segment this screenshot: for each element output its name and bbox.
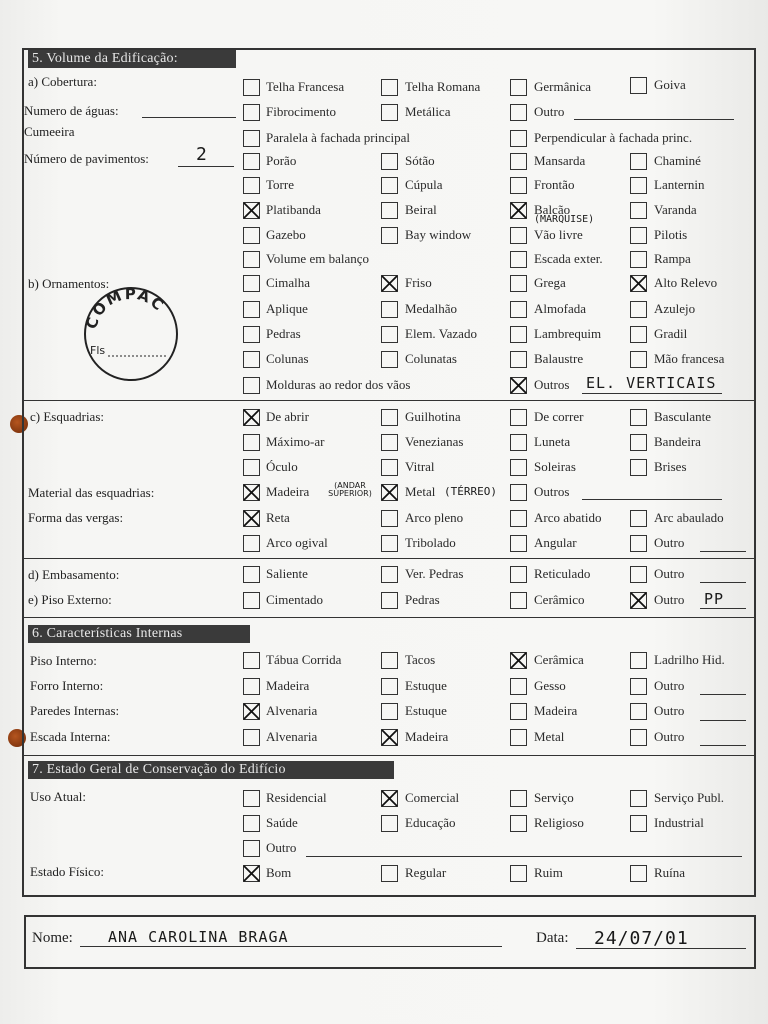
option-label-ruim: Ruim xyxy=(534,865,563,880)
check-mark-icon xyxy=(242,201,261,220)
label-escada-interna: Escada Interna: xyxy=(30,729,111,744)
checkbox-madeira[interactable] xyxy=(510,703,527,720)
checkbox-ruim[interactable] xyxy=(510,865,527,882)
checkbox-outros[interactable] xyxy=(510,484,527,501)
label-forma-vergas: Forma das vergas: xyxy=(28,510,124,525)
handwritten-marquise: (MARQUISE) xyxy=(534,214,595,225)
checkbox-germanica[interactable] xyxy=(510,79,527,96)
check-mark-icon xyxy=(380,728,399,747)
uso-outro-line[interactable] xyxy=(306,856,742,857)
handwritten-terreo: (TÉRREO) xyxy=(444,485,497,498)
check-mark-icon xyxy=(242,483,261,502)
divider-internas xyxy=(22,755,754,756)
option-label-regular: Regular xyxy=(405,865,447,880)
check-mark-icon xyxy=(380,483,399,502)
checkbox-balaustre[interactable] xyxy=(510,351,527,368)
label-data: Data: xyxy=(536,930,569,946)
checkbox-industrial[interactable] xyxy=(630,815,647,832)
option-label-outro: Outro xyxy=(654,678,685,693)
checkbox-lambrequim[interactable] xyxy=(510,326,527,343)
checkbox-ver-pedras[interactable] xyxy=(381,566,398,583)
option-label-outro: Outro xyxy=(654,566,685,581)
checkbox-saliente[interactable] xyxy=(243,566,260,583)
option-label-servico: Serviço xyxy=(534,790,574,805)
option-label-oculo: Óculo xyxy=(266,459,298,474)
checkbox-aplique[interactable] xyxy=(243,301,260,318)
option-label-pilotis: Pilotis xyxy=(654,227,688,242)
section-title-internas: 6. Características Internas xyxy=(28,625,250,643)
checkbox-frontao[interactable] xyxy=(510,177,527,194)
checkbox-comercial[interactable] xyxy=(381,790,398,807)
checkbox-paralela-a-fachada-principal[interactable] xyxy=(243,130,260,147)
checkbox-chamine[interactable] xyxy=(630,153,647,170)
option-label-chamine: Chaminé xyxy=(654,153,701,168)
option-label-metal: Metal xyxy=(534,729,565,744)
escada-outro-line[interactable] xyxy=(700,745,746,746)
option-label-torre: Torre xyxy=(266,177,294,192)
option-label-perpendicular-a-fachada-princ: Perpendicular à fachada princ. xyxy=(534,130,693,145)
piso-externo-outro-line[interactable] xyxy=(700,608,746,609)
checkbox-elem-vazado[interactable] xyxy=(381,326,398,343)
option-label-angular: Angular xyxy=(534,535,577,550)
check-mark-icon xyxy=(242,509,261,528)
divider-esquadrias-embasamento xyxy=(22,558,754,559)
checkbox-luneta[interactable] xyxy=(510,434,527,451)
checkbox-residencial[interactable] xyxy=(243,790,260,807)
option-label-arco-abatido: Arco abatido xyxy=(534,510,602,525)
label-cumeeira: Cumeeira xyxy=(24,124,75,139)
label-ornamentos: b) Ornamentos: xyxy=(28,276,110,291)
section-title-volume: 5. Volume da Edificação: xyxy=(28,50,236,68)
option-label-religioso: Religioso xyxy=(534,815,584,830)
label-piso-interno: Piso Interno: xyxy=(30,653,97,668)
label-cobertura: a) Cobertura: xyxy=(28,74,97,89)
option-label-cimentado: Cimentado xyxy=(266,592,324,607)
option-label-madeira: Madeira xyxy=(266,678,310,693)
label-paredes-internas: Paredes Internas: xyxy=(30,703,120,718)
checkbox-medalhao[interactable] xyxy=(381,301,398,318)
checkbox-cimalha[interactable] xyxy=(243,275,260,292)
checkbox-vao-livre[interactable] xyxy=(510,227,527,244)
divider-piso-externo xyxy=(22,617,754,618)
option-label-sotao: Sótão xyxy=(405,153,435,168)
checkbox-maximo-ar[interactable] xyxy=(243,434,260,451)
option-label-almofada: Almofada xyxy=(534,301,586,316)
checkbox-outro[interactable] xyxy=(510,104,527,121)
checkbox-arco-ogival[interactable] xyxy=(243,535,260,552)
check-mark-icon xyxy=(629,591,648,610)
option-label-cupula: Cúpula xyxy=(405,177,443,192)
option-label-ceramica: Cerâmica xyxy=(534,652,584,667)
nome-field[interactable] xyxy=(80,946,502,947)
checkbox-reticulado[interactable] xyxy=(510,566,527,583)
option-label-escada-exter: Escada exter. xyxy=(534,251,603,266)
checkbox-outro[interactable] xyxy=(630,703,647,720)
check-mark-icon xyxy=(509,201,528,220)
checkbox-gesso[interactable] xyxy=(510,678,527,695)
option-label-varanda: Varanda xyxy=(654,202,697,217)
checkbox-balcao[interactable] xyxy=(510,202,527,219)
option-label-tribolado: Tribolado xyxy=(405,535,456,550)
check-mark-icon xyxy=(242,864,261,883)
option-label-madeira: Madeira xyxy=(405,729,449,744)
checkbox-regular[interactable] xyxy=(381,865,398,882)
option-label-pedras: Pedras xyxy=(405,592,440,607)
compac-stamp xyxy=(82,286,180,382)
option-label-outro: Outro xyxy=(654,729,685,744)
divider-ornaments-esquadrias xyxy=(22,400,754,401)
esquadrias-outros-line[interactable] xyxy=(582,499,722,500)
check-mark-icon xyxy=(509,376,528,395)
option-label-luneta: Luneta xyxy=(534,434,571,449)
checkbox-outro[interactable] xyxy=(630,729,647,746)
option-label-fibrocimento: Fibrocimento xyxy=(266,104,337,119)
option-label-estuque: Estuque xyxy=(405,703,447,718)
checkbox-outro[interactable] xyxy=(630,566,647,583)
option-label-porao: Porão xyxy=(266,153,297,168)
check-mark-icon xyxy=(242,702,261,721)
checkbox-ruina[interactable] xyxy=(630,865,647,882)
option-label-estuque: Estuque xyxy=(405,678,447,693)
checkbox-outro[interactable] xyxy=(630,678,647,695)
checkbox-mao-francesa[interactable] xyxy=(630,351,647,368)
forro-outro-line[interactable] xyxy=(700,694,746,695)
checkbox-azulejo[interactable] xyxy=(630,301,647,318)
option-label-platibanda: Platibanda xyxy=(266,202,321,217)
numero-pavimentos-field[interactable] xyxy=(178,166,234,167)
option-label-bandeira: Bandeira xyxy=(654,434,701,449)
option-label-metal: Metal xyxy=(405,484,436,499)
option-label-germanica: Germânica xyxy=(534,79,592,94)
label-numero-aguas: Numero de águas: xyxy=(24,103,119,118)
checkbox-soleiras[interactable] xyxy=(510,459,527,476)
option-label-rampa: Rampa xyxy=(654,251,691,266)
option-label-maximo-ar: Máximo-ar xyxy=(266,434,325,449)
checkbox-arco-pleno[interactable] xyxy=(381,510,398,527)
option-label-servico-publ: Serviço Publ. xyxy=(654,790,725,805)
option-label-outros: Outros xyxy=(534,377,570,392)
embasamento-outro-line[interactable] xyxy=(700,582,746,583)
checkbox-metal[interactable] xyxy=(381,484,398,501)
label-embasamento: d) Embasamento: xyxy=(28,567,120,582)
checkbox-brises[interactable] xyxy=(630,459,647,476)
checkbox-saude[interactable] xyxy=(243,815,260,832)
check-mark-icon xyxy=(380,274,399,293)
option-label-volume-em-balanco: Volume em balanço xyxy=(266,251,370,266)
option-label-tabua-corrida: Tábua Corrida xyxy=(266,652,342,667)
option-label-basculante: Basculante xyxy=(654,409,712,424)
check-mark-icon xyxy=(380,789,399,808)
option-label-balcao: Balcão xyxy=(534,202,571,217)
checkbox-de-correr[interactable] xyxy=(510,409,527,426)
checkbox-alvenaria[interactable] xyxy=(243,729,260,746)
checkbox-fibrocimento[interactable] xyxy=(243,104,260,121)
checkbox-tribolado[interactable] xyxy=(381,535,398,552)
label-material-esquadrias: Material das esquadrias: xyxy=(28,485,155,500)
option-label-educacao: Educação xyxy=(405,815,456,830)
stamp-text: COMPAC xyxy=(82,286,169,332)
checkbox-cupula[interactable] xyxy=(381,177,398,194)
numero-pavimentos-value: 2 xyxy=(196,144,208,165)
checkbox-pilotis[interactable] xyxy=(630,227,647,244)
checkbox-colunas[interactable] xyxy=(243,351,260,368)
label-forro-interno: Forro Interno: xyxy=(30,678,104,693)
checkbox-estuque[interactable] xyxy=(381,703,398,720)
option-label-ladrilho-hid: Ladrilho Hid. xyxy=(654,652,725,667)
option-label-madeira: Madeira xyxy=(266,484,310,499)
numero-aguas-field[interactable] xyxy=(142,117,236,118)
checkbox-religioso[interactable] xyxy=(510,815,527,832)
checkbox-basculante[interactable] xyxy=(630,409,647,426)
option-label-telha-romana: Telha Romana xyxy=(405,79,481,94)
option-label-aplique: Aplique xyxy=(266,301,308,316)
option-label-goiva: Goiva xyxy=(654,77,686,92)
paredes-outro-line[interactable] xyxy=(700,720,746,721)
option-label-outro: Outro xyxy=(654,703,685,718)
stamp-fls: Fls xyxy=(90,344,106,357)
option-label-saliente: Saliente xyxy=(266,566,308,581)
checkbox-rampa[interactable] xyxy=(630,251,647,268)
checkbox-madeira[interactable] xyxy=(381,729,398,746)
checkbox-platibanda[interactable] xyxy=(243,202,260,219)
option-label-alto-relevo: Alto Relevo xyxy=(654,275,718,290)
checkbox-angular[interactable] xyxy=(510,535,527,552)
option-label-outro: Outro xyxy=(266,840,297,855)
checkbox-arco-abatido[interactable] xyxy=(510,510,527,527)
checkbox-madeira[interactable] xyxy=(243,678,260,695)
option-label-colunatas: Colunatas xyxy=(405,351,457,366)
checkbox-molduras-ao-redor-dos-vaos[interactable] xyxy=(243,377,260,394)
checkbox-alto-relevo[interactable] xyxy=(630,275,647,292)
option-label-vitral: Vitral xyxy=(405,459,435,474)
option-label-mansarda: Mansarda xyxy=(534,153,586,168)
option-label-ceramico: Cerâmico xyxy=(534,592,585,607)
checkbox-alvenaria[interactable] xyxy=(243,703,260,720)
option-label-grega: Grega xyxy=(534,275,566,290)
option-label-outro: Outro xyxy=(654,535,685,550)
option-label-frontao: Frontão xyxy=(534,177,575,192)
checkbox-beiral[interactable] xyxy=(381,202,398,219)
option-label-reticulado: Reticulado xyxy=(534,566,591,581)
option-label-outro: Outro xyxy=(534,104,565,119)
option-label-de-correr: De correr xyxy=(534,409,584,424)
checkbox-outro[interactable] xyxy=(243,840,260,857)
checkbox-friso[interactable] xyxy=(381,275,398,292)
option-label-arco-ogival: Arco ogival xyxy=(266,535,328,550)
checkbox-perpendicular-a-fachada-princ[interactable] xyxy=(510,130,527,147)
label-estado-fisico: Estado Físico: xyxy=(30,864,105,879)
option-label-alvenaria: Alvenaria xyxy=(266,703,318,718)
option-label-beiral: Beiral xyxy=(405,202,437,217)
checkbox-pedras[interactable] xyxy=(381,592,398,609)
option-label-arco-pleno: Arco pleno xyxy=(405,510,464,525)
option-label-saude: Saúde xyxy=(266,815,298,830)
option-label-gazebo: Gazebo xyxy=(266,227,306,242)
checkbox-porao[interactable] xyxy=(243,153,260,170)
ornamentos-outros-line[interactable] xyxy=(582,393,722,394)
checkbox-outros[interactable] xyxy=(510,377,527,394)
label-numero-pavimentos: Número de pavimentos: xyxy=(24,151,149,166)
label-uso-atual: Uso Atual: xyxy=(30,789,86,804)
option-label-residencial: Residencial xyxy=(266,790,327,805)
checkbox-ladrilho-hid[interactable] xyxy=(630,652,647,669)
checkbox-outro[interactable] xyxy=(630,535,647,552)
check-mark-icon xyxy=(509,651,528,670)
checkbox-estuque[interactable] xyxy=(381,678,398,695)
checkbox-colunatas[interactable] xyxy=(381,351,398,368)
label-nome: Nome: xyxy=(32,930,73,946)
checkbox-telha-francesa[interactable] xyxy=(243,79,260,96)
option-label-azulejo: Azulejo xyxy=(654,301,696,316)
option-label-bom: Bom xyxy=(266,865,292,880)
option-label-soleiras: Soleiras xyxy=(534,459,576,474)
checkbox-guilhotina[interactable] xyxy=(381,409,398,426)
option-label-tacos: Tacos xyxy=(405,652,436,667)
checkbox-arc-abaulado[interactable] xyxy=(630,510,647,527)
checkbox-ceramico[interactable] xyxy=(510,592,527,609)
checkbox-sotao[interactable] xyxy=(381,153,398,170)
option-label-ver-pedras: Ver. Pedras xyxy=(405,566,464,581)
checkbox-telha-romana[interactable] xyxy=(381,79,398,96)
checkbox-bom[interactable] xyxy=(243,865,260,882)
svg-text:COMPAC xyxy=(82,286,168,331)
checkbox-educacao[interactable] xyxy=(381,815,398,832)
checkbox-servico[interactable] xyxy=(510,790,527,807)
checkbox-varanda[interactable] xyxy=(630,202,647,219)
handwritten-outros-ornamentos: EL. VERTICAIS xyxy=(586,374,717,392)
option-label-outro: Outro xyxy=(654,592,685,607)
checkbox-outro[interactable] xyxy=(630,592,647,609)
option-label-metalica: Metálica xyxy=(405,104,451,119)
handwritten-piso-externo-outro: PP xyxy=(704,590,725,608)
checkbox-gradil[interactable] xyxy=(630,326,647,343)
checkbox-madeira[interactable] xyxy=(243,484,260,501)
option-label-arc-abaulado: Arc abaulado xyxy=(654,510,724,525)
checkbox-goiva[interactable] xyxy=(630,77,647,94)
option-label-alvenaria: Alvenaria xyxy=(266,729,318,744)
option-label-reta: Reta xyxy=(266,510,290,525)
checkbox-pedras[interactable] xyxy=(243,326,260,343)
label-piso-externo: e) Piso Externo: xyxy=(28,592,112,607)
option-label-medalhao: Medalhão xyxy=(405,301,457,316)
option-label-de-abrir: De abrir xyxy=(266,409,309,424)
option-label-colunas: Colunas xyxy=(266,351,309,366)
option-label-brises: Brises xyxy=(654,459,687,474)
checkbox-de-abrir[interactable] xyxy=(243,409,260,426)
checkbox-grega[interactable] xyxy=(510,275,527,292)
checkbox-lanternin[interactable] xyxy=(630,177,647,194)
checkbox-almofada[interactable] xyxy=(510,301,527,318)
option-label-ruina: Ruína xyxy=(654,865,686,880)
checkbox-torre[interactable] xyxy=(243,177,260,194)
nome-value: ANA CAROLINA BRAGA xyxy=(108,928,289,946)
option-label-madeira: Madeira xyxy=(534,703,578,718)
option-label-molduras-ao-redor-dos-vaos: Molduras ao redor dos vãos xyxy=(266,377,411,392)
option-label-telha-francesa: Telha Francesa xyxy=(266,79,345,94)
option-label-guilhotina: Guilhotina xyxy=(405,409,461,424)
option-label-industrial: Industrial xyxy=(654,815,704,830)
option-label-lambrequim: Lambrequim xyxy=(534,326,602,341)
checkbox-tabua-corrida[interactable] xyxy=(243,652,260,669)
option-label-mao-francesa: Mão francesa xyxy=(654,351,725,366)
checkbox-metal[interactable] xyxy=(510,729,527,746)
vergas-outro-line[interactable] xyxy=(700,551,746,552)
option-label-balaustre: Balaustre xyxy=(534,351,584,366)
option-label-comercial: Comercial xyxy=(405,790,460,805)
cobertura-outro-line[interactable] xyxy=(574,119,734,120)
option-label-lanternin: Lanternin xyxy=(654,177,705,192)
checkbox-volume-em-balanco[interactable] xyxy=(243,251,260,268)
checkbox-reta[interactable] xyxy=(243,510,260,527)
checkbox-oculo[interactable] xyxy=(243,459,260,476)
checkbox-escada-exter[interactable] xyxy=(510,251,527,268)
checkbox-metalica[interactable] xyxy=(381,104,398,121)
option-label-gradil: Gradil xyxy=(654,326,688,341)
option-label-vao-livre: Vão livre xyxy=(534,227,583,242)
label-esquadrias: c) Esquadrias: xyxy=(30,409,105,424)
check-mark-icon xyxy=(629,274,648,293)
check-mark-icon xyxy=(242,408,261,427)
option-label-pedras: Pedras xyxy=(266,326,301,341)
option-label-elem-vazado: Elem. Vazado xyxy=(405,326,477,341)
checkbox-cimentado[interactable] xyxy=(243,592,260,609)
checkbox-vitral[interactable] xyxy=(381,459,398,476)
option-label-paralela-a-fachada-principal: Paralela à fachada principal xyxy=(266,130,410,145)
checkbox-servico-publ[interactable] xyxy=(630,790,647,807)
checkbox-venezianas[interactable] xyxy=(381,434,398,451)
checkbox-mansarda[interactable] xyxy=(510,153,527,170)
data-value: 24/07/01 xyxy=(594,928,689,949)
option-label-cimalha: Cimalha xyxy=(266,275,311,290)
checkbox-bandeira[interactable] xyxy=(630,434,647,451)
section-title-conservacao: 7. Estado Geral de Conservação do Edifício xyxy=(28,761,394,779)
option-label-bay-window: Bay window xyxy=(405,227,472,242)
option-label-friso: Friso xyxy=(405,275,432,290)
option-label-outros: Outros xyxy=(534,484,570,499)
option-label-venezianas: Venezianas xyxy=(405,434,464,449)
checkbox-tacos[interactable] xyxy=(381,652,398,669)
checkbox-gazebo[interactable] xyxy=(243,227,260,244)
handwritten-andar-superior: (ANDAR SUPERIOR) xyxy=(328,481,372,498)
checkbox-bay-window[interactable] xyxy=(381,227,398,244)
checkbox-ceramica[interactable] xyxy=(510,652,527,669)
option-label-gesso: Gesso xyxy=(534,678,566,693)
